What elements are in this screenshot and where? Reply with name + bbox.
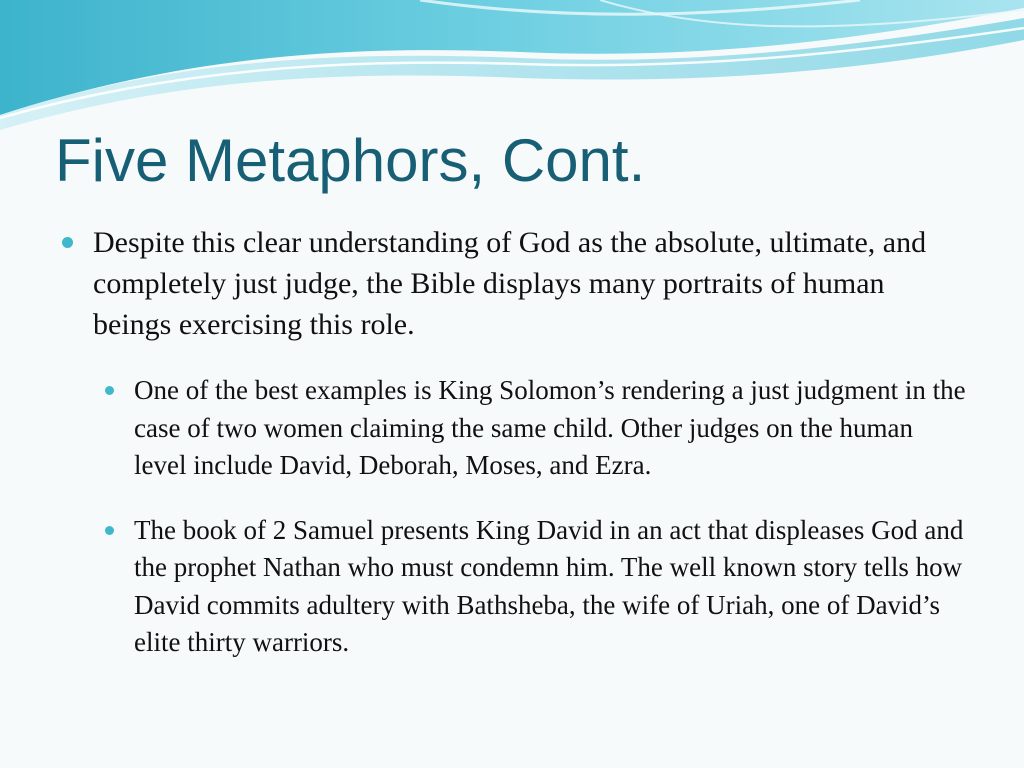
sub-bullet-text: The book of 2 Samuel presents King David in an act that displeases God and the prophet Nathan who must condemn him. The well known story tells how David commits adultery with Bathsheba, the wife of Uriah, one of David’s elite thirty warriors. <box>134 514 964 657</box>
sub-bullet-item <box>134 512 970 662</box>
bullet-list <box>60 222 970 671</box>
bullet-dot-icon <box>62 237 73 248</box>
sub-bullet-item <box>134 372 970 485</box>
bullet-dot-icon <box>105 386 114 395</box>
bullet-dot-icon <box>105 526 114 535</box>
bullet-text: Despite this clear understanding of God as the absolute, ultimate, and completely just judge, the Bible displays many portraits of human beings exercising this role. <box>93 226 927 341</box>
slide-title: Five Metaphors, Cont. <box>55 127 646 194</box>
sub-bullet-text: One of the best examples is King Solomon’s rendering a just judgment in the case of two women claiming the same child. Other judges on the human level include David, Deborah, Moses, and Ezra. <box>134 375 966 480</box>
bullet-item <box>60 222 970 345</box>
wave-decoration <box>0 0 1024 130</box>
